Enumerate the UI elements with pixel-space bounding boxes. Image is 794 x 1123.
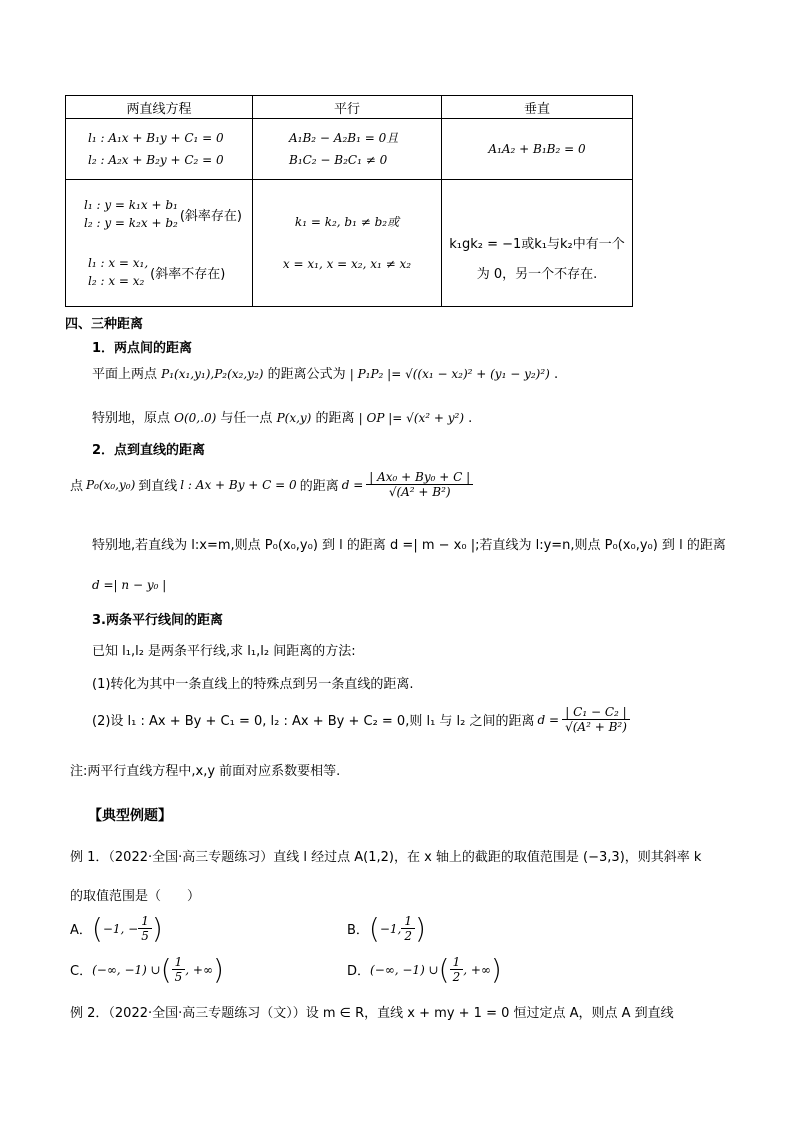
- special-case-line: 特别地,若直线为 l:x=m,则点 P₀(x₀,y₀) 到 l 的距离 d =| m − x₀ |;若直线为 l:y=n,则点 P₀(x₀,y₀) 到 l 的距离: [92, 538, 726, 553]
- parallel-lines-intro: 已知 l₁,l₂ 是两条平行线,求 l₁,l₂ 间距离的方法:: [92, 644, 356, 659]
- example-1-question-cont: 的取值范围是（ ）: [70, 889, 201, 904]
- origin-distance-line: 特别地，原点 O(0,.0) 与任一点 P(x,y) 的距离 | OP |= √(x² + y²) .: [92, 411, 473, 426]
- option-d: D． (−∞, −1) ∪ ( $\frac{1}{2}$ , +∞ ): [347, 953, 502, 986]
- point-line-distance-line: 点 P₀(x₀,y₀) 到直线 l : Ax + By + C = 0 的距离 d = $\frac{\text{| Ax₀ + By₀ + C |}}{\text{√(A² + B²)}}$: [70, 470, 473, 499]
- table-header-parallel: 平行: [253, 96, 442, 119]
- parallel-distance-fraction: $\frac{\text{| C₁ − C₂ |}}{\text{√(A² + B²)}}$: [562, 705, 630, 734]
- two-point-distance-line: 平面上两点 P₁(x₁,y₁),P₂(x₂,y₂) 的距离公式为 | P₁P₂ |= √((x₁ − x₂)² + (y₁ − y₂)²) .: [92, 367, 559, 382]
- table-cell-general-perpendicular: A₁A₂ + B₁B₂ = 0: [442, 119, 633, 180]
- subsection-title-two-points: 1．两点间的距离: [92, 341, 193, 356]
- option-b: B． ( −1, $\frac{1}{2}$ ): [347, 912, 426, 945]
- option-c: C． (−∞, −1) ∪ ( $\frac{1}{5}$ , +∞ ): [70, 953, 224, 986]
- method-two: (2)设 l₁ : Ax + By + C₁ = 0, l₂ : Ax + By + C₂ = 0,则 l₁ 与 l₂ 之间的距离 d = $\frac{\text{| C₁ − C₂ |}}{\text{√(A² + B²)}}$: [92, 705, 630, 734]
- origin-distance-formula: | OP |= √(x² + y²): [358, 411, 465, 425]
- point-line-distance-fraction: $\frac{\text{| Ax₀ + By₀ + C |}}{\text{√(A² + B²)}}$: [366, 470, 473, 499]
- note-line: 注:两平行直线方程中,x,y 前面对应系数要相等.: [70, 764, 341, 779]
- special-case-formula: d =| n − y₀ |: [92, 578, 167, 592]
- table-cell-slope-perpendicular: k₁gk₂ = −1或k₁与k₂中有一个 为 0，另一个不存在.: [442, 180, 633, 307]
- subsection-title-point-line: 2．点到直线的距离: [92, 443, 206, 458]
- subsection-title-parallel-lines: 3.两条平行线间的距离: [92, 613, 223, 628]
- table-cell-slope-equation: l₁ : y = k₁x + b₁ l₂ : y = k₂x + b₂ (斜率存在) l₁ : x = x₁, l₂ : x = x₂ (斜率不存在): [66, 180, 253, 307]
- option-a: A． ( −1, − $\frac{1}{5}$ ): [70, 912, 163, 945]
- example-1-question: 例 1．（2022·全国·高三专题练习）直线 l 经过点 A(1,2)，在 x 轴上的截距的取值范围是 (−3,3)，则其斜率 k: [70, 850, 702, 865]
- table-cell-general-parallel: A₁B₂ − A₂B₁ = 0且 B₁C₂ − B₂C₁ ≠ 0: [253, 119, 442, 180]
- table-cell-general-equation: l₁ : A₁x + B₁y + C₁ = 0 l₂ : A₂x + B₂y + C₂ = 0: [66, 119, 253, 180]
- examples-heading: 【典型例题】: [88, 808, 172, 824]
- line-relation-table: [65, 95, 633, 307]
- slope-exists-note: (斜率存在): [179, 208, 242, 224]
- table-header-equation: 两直线方程: [66, 96, 253, 119]
- example-2-question: 例 2．（2022·全国·高三专题练习（文））设 m ∈ R，直线 x + my + 1 = 0 恒过定点 A，则点 A 到直线: [70, 1006, 674, 1021]
- slope-not-exists-note: (斜率不存在): [150, 266, 226, 282]
- table-header-perpendicular: 垂直: [442, 96, 633, 119]
- method-one: (1)转化为其中一条直线上的特殊点到另一条直线的距离.: [92, 677, 414, 692]
- section-title: 四、三种距离: [65, 317, 144, 332]
- two-point-distance-formula: | P₁P₂ |= √((x₁ − x₂)² + (y₁ − y₂)²): [349, 367, 550, 381]
- table-cell-slope-parallel: k₁ = k₂, b₁ ≠ b₂或 x = x₁, x = x₂, x₁ ≠ x₂: [253, 180, 442, 307]
